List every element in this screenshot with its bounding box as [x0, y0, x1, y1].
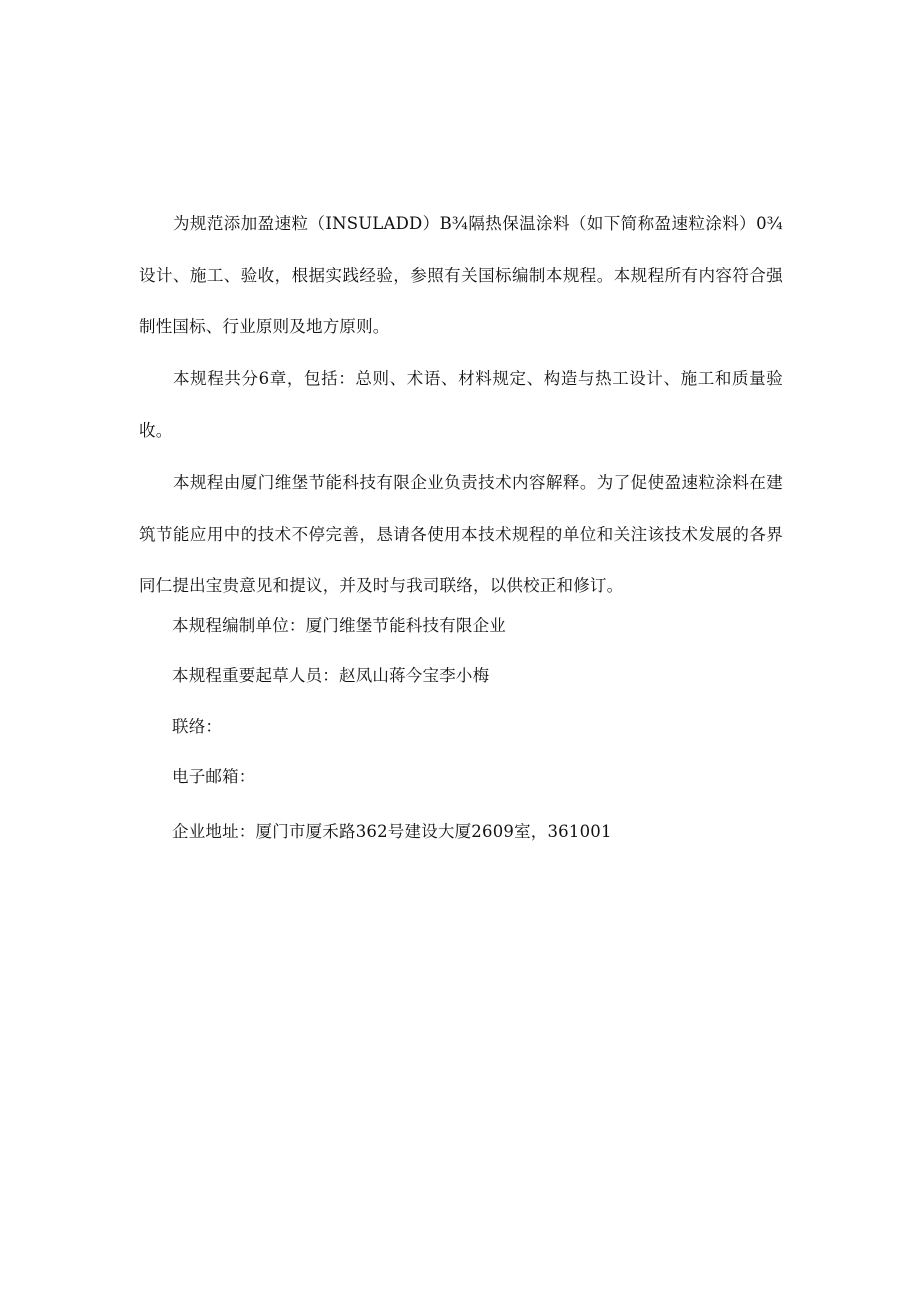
email-line: 电子邮箱：	[172, 767, 256, 786]
interpretation-paragraph: 本规程由厦门维堡节能科技有限企业负责技术内容解释。为了促使盈速粒涂料在建筑节能应用中的技术不停完善，恳请各使用本技术规程的单位和关注该技术发展的各界同仁提出宝贵意见和提议，并及时与我司联络，以供校正和修订。	[139, 473, 783, 595]
drafters-line: 本规程重要起草人员：赵凤山蒋今宝李小梅	[172, 666, 490, 685]
intro-paragraph: 为规范添加盈速粒（INSULADD）B¾隔热保温涂料（如下简称盈速粒涂料）0¾设计、施工、验收，根据实践经验，参照有关国标编制本规程。本规程所有内容符合强制性国标、行业原则及地方原则。	[139, 214, 783, 336]
chapters-paragraph: 本规程共分6章，包括：总则、术语、材料规定、构造与热工设计、施工和质量验收。	[139, 369, 783, 440]
compiling-unit-line: 本规程编制单位：厦门维堡节能科技有限企业	[172, 616, 506, 635]
contact-line: 联络：	[172, 717, 223, 736]
address-line: 企业地址：厦门市厦禾路362号建设大厦2609室，361001	[172, 822, 612, 841]
